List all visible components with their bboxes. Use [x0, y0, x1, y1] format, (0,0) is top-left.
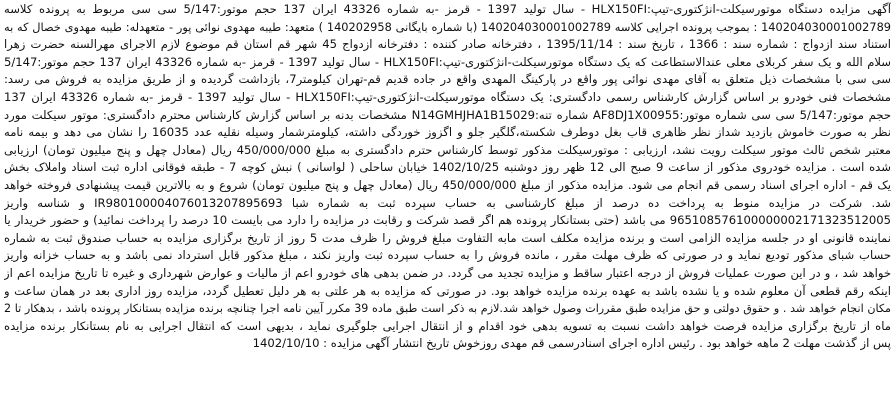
- notice-line: ماه از تاریخ برگزاری مزایده فرصت خواهد داشت نسبت به تسویه بدهی خود اقدام و از انتقال اجرایی جلوگیری نماید ، بدیهی است که انتقال اجرایی به نام بستانکار برنده مزایده: [4, 318, 891, 333]
- notice-line: مکان انجام خواهد شد . و حقوق دولتی و حق مزایده طبق مقررات وصول خواهد شد.لازم به ذکر است طبق ماده 39 مکرر آیین نامه اجرا چنانچه برنده مزایده بستانکار پرونده باشد ، بدهکار تا 2: [4, 302, 891, 316]
- notice-line: شده است . مزایده خودروی مذکور از ساعت 9 صبح الی 12 ظهر روز دوشنبه 1402/10/25 خیابان ساحلی ( لواسانی ) نبش کوچه 7 - طبقه فوقانی اداره ثبت اسناد واملاک بخش: [4, 160, 891, 175]
- notice-line: آگهی مزایده دستگاه موتورسیکلت-انژکتوری-تیپ:HLX150FI - سال تولید 1397 - قرمز -به شماره 43326 ایران 137 حجم موتور:5/147 سی سی مربوط به پرونده کلاسه: [4, 2, 891, 16]
- notice-line: اینکه رقم قطعی آن معلوم شده و یا نشده باشد به عهده برنده مزایده خواهد بود. در صورتی که مزایده به هر علتی به هر دلیل تعطیل گردد، مزایده روز اداری بعد در همان ساعت و: [4, 283, 891, 298]
- notice-line: نماینده قانونی او در جلسه مزایده الزامی است و برنده مزایده مکلف است مابه التفاوت مبلغ فروش را ظرف مدت 5 روز از تاریخ برگزاری مزایده به حساب صندوق ثبت به شماره: [4, 230, 891, 245]
- notice-line: خواهد شد ، و در این صورت عملیات فروش از درجه اعتبار ساقط و مزایده تجدید می گردد. در ضمن بدهی های خودرو اعم از مالیات و عوارض شهرداری و غیره تا تاریخ مزایده اعم از: [4, 265, 891, 280]
- notice-line: سلام الله و یک سفر کربلای معلی عندالاستطاعت که یک دستگاه موتورسیکلت-انژکتوری-تیپ:HLX150FI - سال تولید 1397 - قرمز -به شماره 43326 ایران 137 حجم موتور:5/147: [4, 54, 891, 69]
- notice-line: یک قم - اداره اجرای اسناد رسمی قم انجام می شود. مزایده مذکور از مبلغ 450/000/000 ریال (معادل چهل و پنج میلیون تومان) شروع و به بالاترین قیمت پیشنهادی فروخته خواهد: [4, 177, 891, 192]
- auction-notice: [4, 1, 891, 353]
- notice-line: سی سی با مشخصات ذیل متعلق به آقای مهدی نوائی پور واقع در پارکینگ المهدی واقع در جاده قدیم قم-تهران کیلومتر7، بازداشت گردیده و از طریق مزایده به فروش می رسد:: [4, 72, 891, 87]
- notice-line: پس از گذشت مهلت 2 ماهه خواهد بود . رئیس اداره اجرای اسنادرسمی قم مهدی روزخوش تاریخ انتشار آگهی مزایده : 1402/10/10: [252, 336, 891, 351]
- notice-line: شد. شرکت در مزایده منوط به پرداخت ده درصد از مبلغ کارشناسی به حساب سپرده ثبت به شماره شبا IR980100004076013207895693 و شناسه واریز: [4, 195, 891, 210]
- notice-line: 140204030001002789 : بموجب پرونده اجرایی کلاسه 140204030001002789 (با شماره بایگانی 140202958 ) متعهد: طیبه مهدوی نوائی پور - متعهدله: طیبه مهدوی خصال که به: [4, 19, 891, 34]
- notice-line: نظر به صورت خاموش بازدید شداز نظر ظاهری قاب بغل دوطرف شکسته،گلگیر جلو و اگزوز خوردگی داشته، کیلومترشمار وسیله نقلیه عدد 16035 را نشان می دهد و بیمه نامه: [4, 125, 891, 140]
- notice-line: معتبر شخص ثالث موتور سیکلت رویت نشد، ارزیابی : موتورسیکلت مذکور توسط کارشناس حترم دادگستری به مبلغ 450/000/000 ریال (معادل چهل و پنج میلیون تومان) ارزیابی: [4, 142, 891, 157]
- notice-line: حساب شبای مذکور تودیع نماید و در صورتی که ظرف مهلت مقرر ، مانده فروش را به حساب سپرده ثبت واریز نکند ، مبلغ مذکور قابل استرداد نمی باشد و به حساب خزانه واریز: [4, 248, 891, 263]
- notice-line: مشخصات فنی خودرو بر اساس گزارش کارشناس رسمی دادگستری: یک دستگاه موتورسیکلت-انژکتوری-تیپ:HLX150FI - سال تولید 1397 - قرمز -به شماره 43326 ایران 137: [4, 89, 891, 104]
- notice-line: استناد سند ازدواج : شماره سند : 1366 ، تاریخ سند : 1395/11/14 ، دفترخانه صادر کننده : دفترخانه ازدواج 45 شهر قم استان قم موضوع لازم الاجرای مهرالسنه حضرت زهرا: [4, 37, 891, 52]
- notice-line: 965108576100000002171323512005 می باشد (حتی بستانکار پرونده هم اگر قصد شرکت و رقابت در مزایده را دارد می بایست 10 درصد را پرداخت نمائید) و حضور خریدار یا: [4, 213, 891, 228]
- notice-line: حجم موتور:5/147 سی سی شماره موتور:AF8DJ1X00955 شماره تنه:N14GMHJHA1B15029 مشخصات بدنه بر اساس گزارش کارشناس محترم دادگستری: موتور سیکلت مورد: [4, 107, 891, 122]
